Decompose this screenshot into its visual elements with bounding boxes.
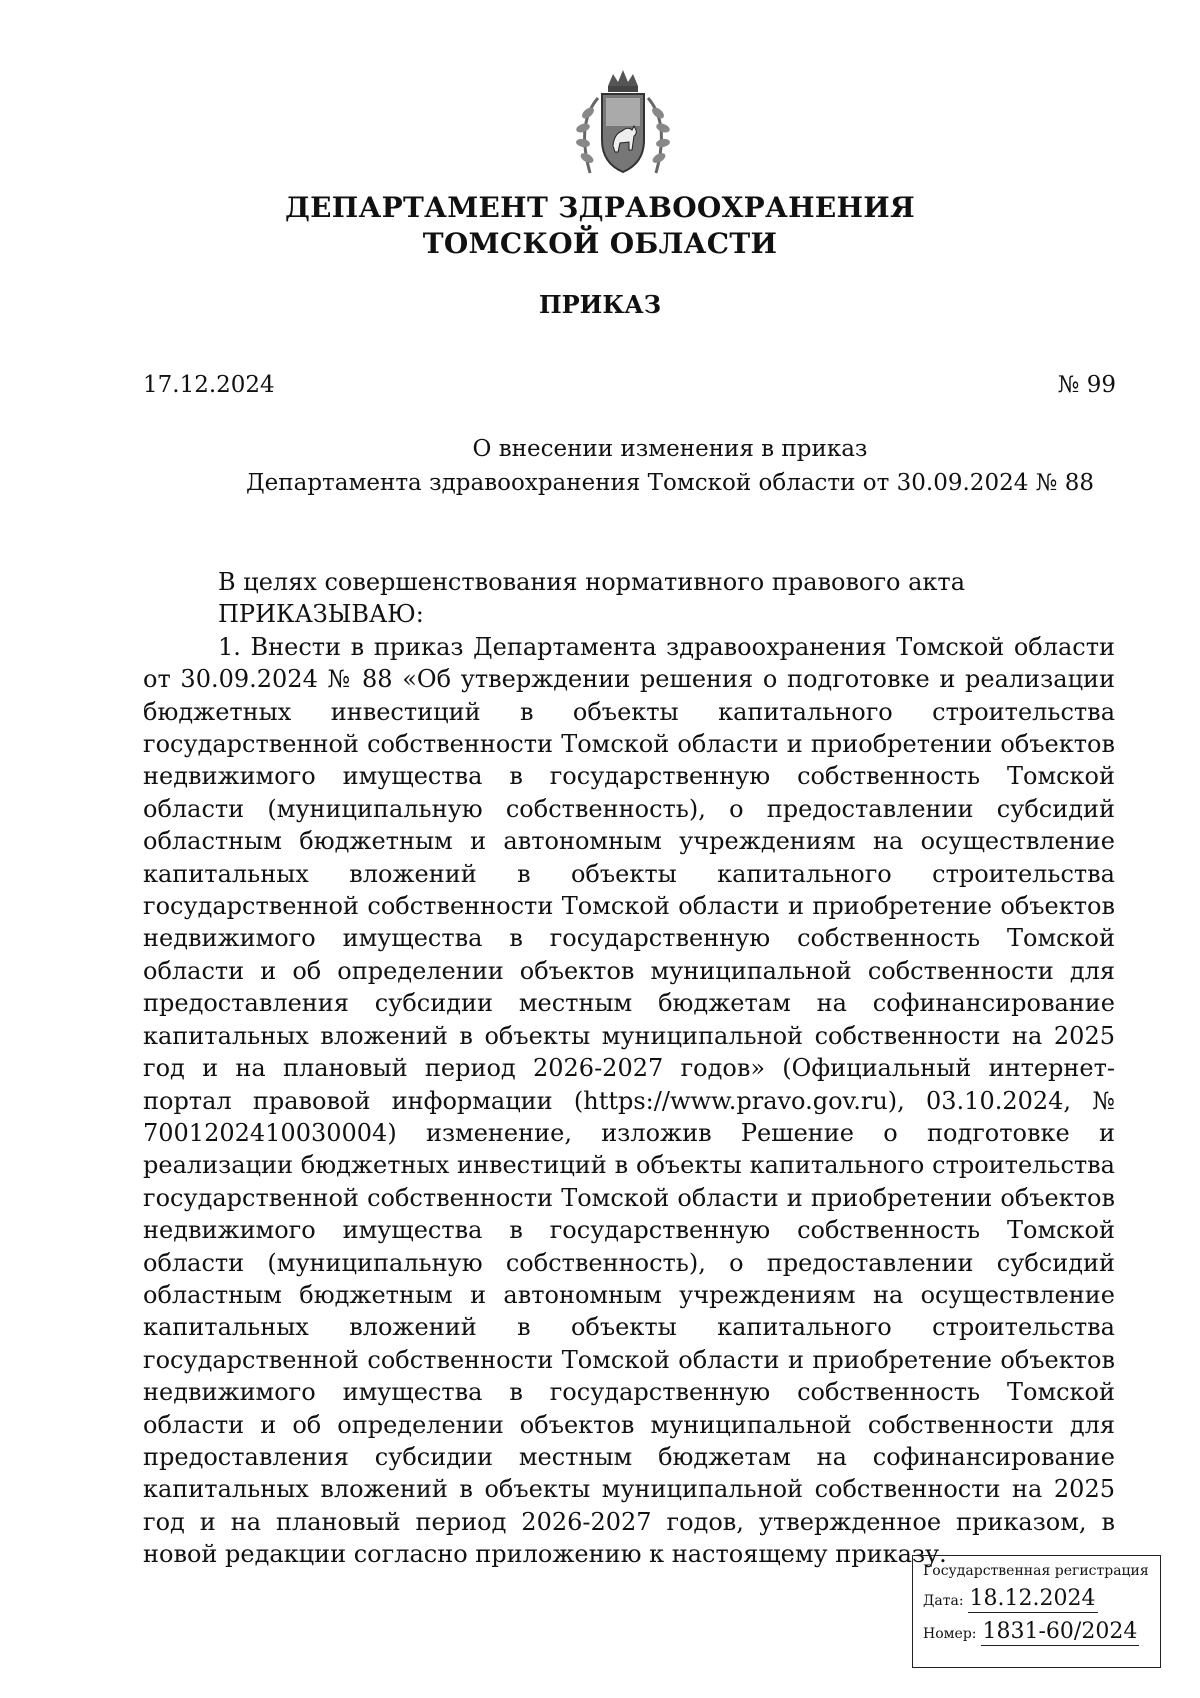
department-name-line1: ДЕПАРТАМЕНТ ЗДРАВООХРАНЕНИЯ [284, 191, 916, 224]
item-1-paragraph: 1. Внести в приказ Департамента здравоохранения Томской области от 30.09.2024 № 88 «Об утверждении решения о подготовке и реализации бюджетных инвестиций в объекты капитального строительства государственной собственности Томской области и приобретении объектов недвижимого имущества в государственную собственность Томской области (муниципальную собственность), о предоставлении субсидий областным бюджетным и автономным учреждениям на осуществление капитальных вложений в объекты капитального строительства государственной собственности Томской области и приобретение объектов недвижимого имущества в государственную собственность Томской области и об определении объектов муниципальной собственности для предоставления субсидии местным бюджетам на софинансирование капитальных вложений в объекты муниципальной собственности на 2025 год и на плановый период 2026-2027 годов» (Официальный интернет-портал правовой информации (https://www.pravo.gov.ru), 03.10.2024, № 7001202410030004) изменение, изложив Решение о подготовке и реализации бюджетных инвестиций в объекты капитального строительства государственной собственности Томской области и приобретении объектов недвижимого имущества в государственную собственность Томской области (муниципальную собственность), о предоставлении субсидий областным бюджетным и автономным учреждениям на осуществление капитальных вложений в объекты капитального строительства государственной собственности Томской области и приобретение объектов недвижимого имущества в государственную собственность Томской области и об определении объектов муниципальной собственности для предоставления субсидии местным бюджетам на софинансирование капитальных вложений в объекты муниципальной собственности на 2025 год и на плановый период 2026-2027 годов, утвержденное приказом, в новой редакции согласно приложению к настоящему приказу. [143, 632, 1115, 1569]
document-type: ПРИКАЗ [538, 290, 662, 319]
registration-date-label: Дата: [923, 1593, 964, 1609]
registration-number-value: 1831-60/2024 [982, 1619, 1138, 1644]
subject-line1: О внесении изменения в приказ [472, 436, 868, 462]
department-name-line2: ТОМСКОЙ ОБЛАСТИ [422, 227, 778, 260]
registration-title: Государственная регистрация [923, 1563, 1149, 1579]
order-word: ПРИКАЗЫВАЮ: [218, 600, 424, 629]
department-name [0, 190, 1200, 262]
purpose-paragraph: В целях совершенствования нормативного правового акта [218, 568, 965, 596]
registration-date-row [923, 1586, 1150, 1613]
registration-stamp [912, 1555, 1161, 1668]
order-date: 17.12.2024 [143, 372, 275, 398]
order-subject [220, 432, 1120, 500]
coat-of-arms-icon [558, 68, 688, 188]
order-body [143, 566, 1115, 1571]
registration-number-row [923, 1619, 1150, 1646]
registration-date-value: 18.12.2024 [969, 1586, 1096, 1611]
order-number: № 99 [1057, 372, 1116, 398]
registration-number-label: Номер: [923, 1626, 977, 1642]
subject-line2: Департамента здравоохранения Томской области от 30.09.2024 № 88 [245, 470, 1094, 496]
